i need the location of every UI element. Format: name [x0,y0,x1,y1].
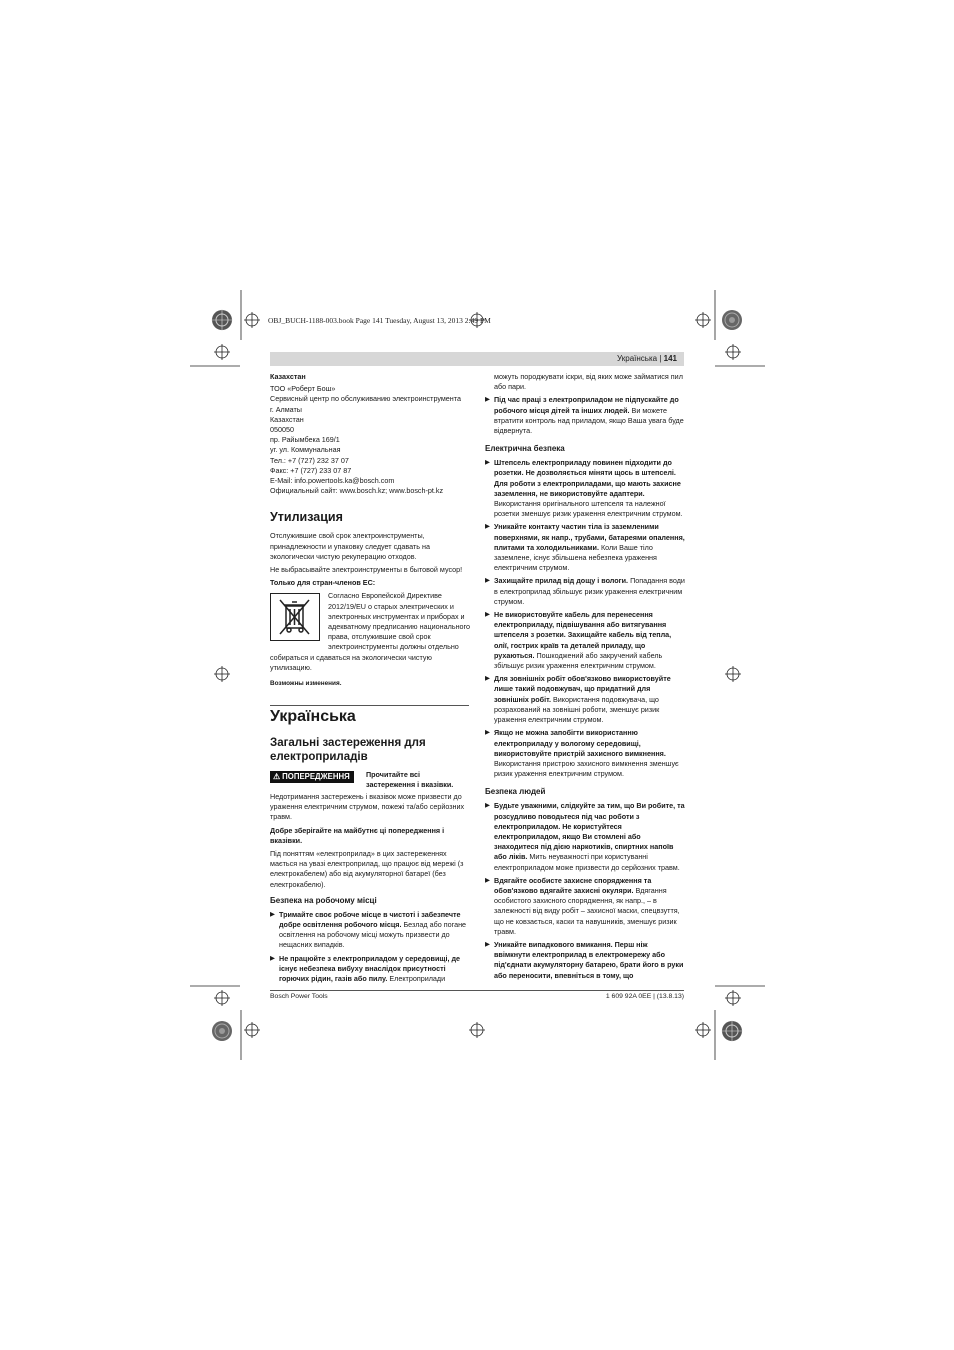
page-header-bar [270,352,684,366]
section-divider [270,705,469,706]
language-heading: Українська [270,708,356,725]
left-column [270,372,470,692]
contact-line: уг. ул. Коммунальная [270,445,341,455]
warning-paragraph: Недотримання застережень і вказівок може призвести до ураження електричним струмом, пожежі та/або серйозних травм. [270,792,465,822]
contact-line: 050050 [270,425,294,435]
electric-bullet-5: ▶ Для зовнішніх робіт обов'язково використовуйте лише такий подовжувач, що придатний для зовнішніх робіт. Використання подовжувача, що розрахований на зовнішні роботи, зменшує ризик ураження електричним струмом. [485,674,671,725]
electric-heading: Електрична безпека [485,444,565,454]
triangle-right-icon: ▶ [485,675,490,683]
general-heading: Загальні застереження для електроприладів [270,737,426,763]
warning-label: ПОПЕРЕДЖЕННЯ [282,772,350,781]
crossed-bin-icon [270,593,320,641]
keep-instructions: Добре зберігайте на майбутнє ці попередження і вказівки. [270,825,445,845]
electric-bullet-2: ▶ Уникайте контакту частин тіла із заземленими поверхнями, як напр., трубами, батареями опалення, плитами та холодильниками. Коли Ваше тіло заземлене, існує збільшена небезпека ураження електричним струмом. [485,522,685,573]
triangle-right-icon: ▶ [485,459,490,467]
page-number: 141 [663,354,677,363]
footer-rule [270,990,684,991]
triangle-right-icon: ▶ [485,396,490,404]
triangle-right-icon: ▶ [485,729,490,737]
triangle-right-icon: ▶ [485,523,490,531]
triangle-right-icon: ▶ [485,802,490,810]
contact-line: Казахстан [270,414,304,424]
disposal-paragraph: Отслужившие свой срок электроинструменты, принадлежности и упаковку следует сдавать на экологически чистую рекуперацию отходов. [270,531,430,561]
changes-note: Возможны изменения. [270,680,342,688]
contact-website[interactable]: Официальный сайт: www.bosch.kz; www.bosch-pt.kz [270,486,444,496]
print-filename: OBJ_BUCH-1188-003.book Page 141 Tuesday, August 13, 2013 2:49 PM [268,316,491,325]
page-header: Українська | 141 [617,354,677,363]
warning-triangle-icon: ⚠ [273,772,280,781]
triangle-right-icon: ▶ [485,577,490,585]
workplace-bullet-1: ▶ Тримайте своє робоче місце в чистоті і забезпечте добре освітлення робочого місця. Безлад або погане освітлення на робочому місці можуть призвести до нещасних випадків. [270,909,467,950]
disposal-warning: Не выбрасывайте электроинструменты в бытовой мусор! [270,565,463,575]
triangle-right-icon: ▶ [270,954,275,962]
eu-directive-block [270,591,470,673]
eu-directive-text: Согласно Европейской Директиве 2012/19/EU о старых электрических и электронных инструментах и приборах и адекватному предписанию национального права, отслужившие свой срок электроинструменты должны отдельно собираться и сдаваться на экологически чистую утилизацию. [270,591,471,672]
definition-paragraph: Під поняттям «електроприлад» в цих застереженнях мається на увазі електроприлад, що працює від мережі (з електрокабелем) або від акумуляторної батареї (без електрокабелю). [270,849,464,889]
electric-bullet-3: ▶ Захищайте прилад від дощу і вологи. Попадання води в електроприлад збільшує ризик ураження електричним струмом. [485,576,685,606]
continued-text: можуть породжувати іскри, від яких може займатися пил або пари. [494,372,683,392]
contact-block [270,384,470,496]
people-bullet-3: ▶ Уникайте випадкового вмикання. Перш ніж ввімкнути електроприлад в електромережу або під'єднати акумуляторну батарею, брати його в руки або переносити, впевніться в тому, що [485,939,684,980]
disposal-heading: Утилизация [270,510,343,525]
workplace-heading: Безпека на робочому місці [270,895,377,905]
contact-line: Тел.: +7 (727) 232 37 07 [270,455,349,465]
triangle-right-icon: ▶ [485,611,490,619]
electric-bullet-1: ▶ Штепсель електроприладу повинен підходити до розетки. Не дозволяється міняти щось в штепселі. Для роботи з електроприладами, що мають захисне заземлення, не використовуйте адаптери. Використання оригінального штепселя та належної розетки зменшує ризик ураження електричним струмом. [485,458,683,519]
left-column-ukrainian [270,708,470,987]
right-column [485,372,685,984]
footer-right: 1 609 92A 0EE | (13.8.13) [605,993,684,1000]
contact-line: г. Алматы [270,404,302,414]
warning-badge [270,771,354,783]
header-section: Українська [617,354,658,363]
workplace-bullet-2: ▶ Не працюйте з електроприладом у середовищі, де існує небезпека вибуху внаслідок присутності горючих рідин, газів або пилу. Електроприлади [270,953,461,984]
contact-line: Факс: +7 (727) 233 07 87 [270,465,352,475]
people-bullet-2: ▶ Вдягайте особисте захисне спорядження та обов'язково вдягайте захисні окуляри. Вдягання особистого захисного спорядження, як напр., – в залежності від виду робіт – захисної маски, спецвзуття, що не ковзається, каски та навушників, зменшує ризик травм. [485,875,680,936]
warning-block [270,770,470,792]
triangle-right-icon: ▶ [270,910,275,918]
people-bullet-1: ▶ Будьте уважними, слідкуйте за тим, що Ви робите, та розсудливо поводьтеся під час роботи з електроприладом. Не користуйтеся електроприладом, якщо Ви стомлені або знаходитеся під дією наркотиків, спиртних напоїв або ліків. Мить неуважності при користуванні електроприладом може призвести до серйозних травм. [485,801,685,872]
triangle-right-icon: ▶ [485,876,490,884]
children-bullet: ▶ Під час праці з електроприладом не підпускайте до робочого місця дітей та інших людей. Ви можете втратити контроль над приладом, якщо Ваша увага буде відвернута. [485,395,684,436]
contact-line: ТОО «Роберт Бош» [270,384,336,394]
people-heading: Безпека людей [485,787,546,797]
electric-bullet-4: ▶ Не використовуйте кабель для перенесення електроприладу, підвішування або витягування штепселя з розетки. Захищайте кабель від тепла, олії, гострих країв та деталей приладу, що рухаються. Пошкоджений або закручений кабель збільшує ризик ураження електричним струмом. [485,610,672,671]
eu-only-label: Только для стран-членов ЕС: [270,578,376,588]
warning-text: Прочитайте всі застереження і вказівки. [366,770,454,790]
triangle-right-icon: ▶ [485,940,490,948]
contact-email[interactable]: E-Mail: info.powertools.ka@bosch.com [270,476,395,486]
contact-line: Сервисный центр по обслуживанию электроинструмента [270,394,461,404]
footer-left: Bosch Power Tools [270,993,328,1000]
electric-bullet-6: ▶ Якщо не можна запобігти використанню електроприладу у вологому середовищі, використовуйте пристрій захисного вимкнення. Використання пристрою захисного вимкнення зменшує ризик ураження електричним струмом. [485,728,679,779]
contact-line: пр. Райымбека 169/1 [270,435,340,445]
contact-title: Казахстан [270,372,306,381]
